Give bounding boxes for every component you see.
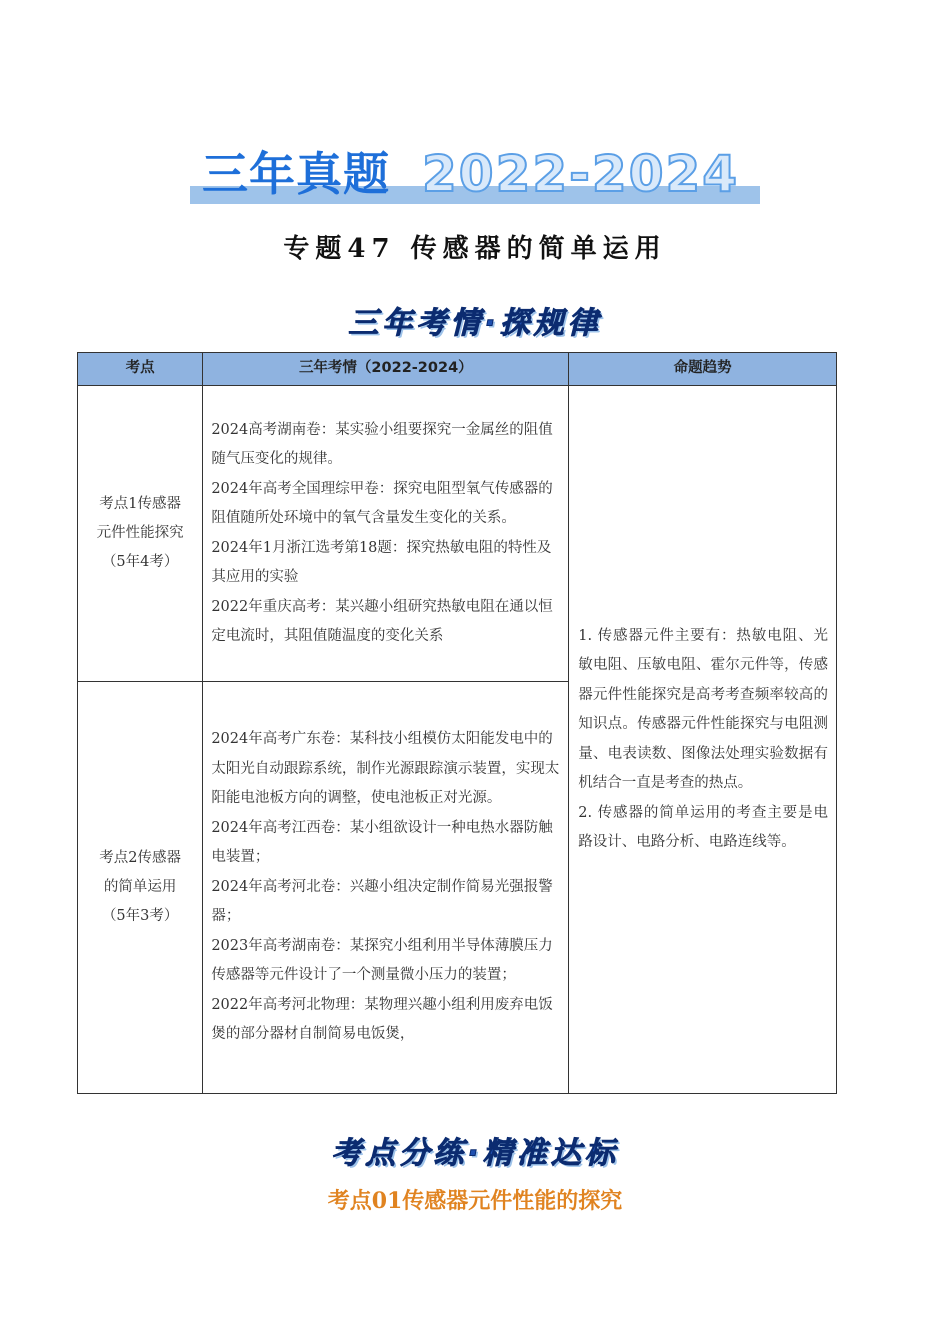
exam-item: 2024年高考广东卷：某科技小组模仿太阳能发电中的太阳光自动跟踪系统，制作光源跟踪演示装置，实现太阳能电池板方向的调整，使电池板正对光源。 [211,731,560,807]
topic-line: （5年3考） [101,908,179,924]
topic-line: 元件性能探究 [96,525,184,541]
section-subtitle: 考点01传感器元件性能的探究 [327,1188,623,1214]
topic-cell-1 [78,386,203,682]
trend-cell [569,386,837,1094]
topic-line: （5年4考） [101,554,179,570]
section-banner-trends: 三年考情·探规律 [348,306,602,341]
header-exams: 三年考情（2022-2024） [203,353,569,386]
table-header-row [78,353,837,386]
banner-text-years: 2022-2024 [422,145,740,203]
exam-items-cell-1 [203,386,569,682]
exam-items-cell-2 [203,682,569,1094]
trend-paragraph: 2. 传感器的简单运用的考查主要是电路设计、电路分析、电路连线等。 [578,804,828,850]
exam-item: 2024年高考河北卷：兴趣小组决定制作简易光强报警器； [211,878,553,925]
trend-paragraph: 1. 传感器元件主要有：热敏电阻、光敏电阻、压敏电阻、霍尔元件等，传感器元件性能探究是高考考查频率较高的知识点。传感器元件性能探究与电阻测量、电表读数、图像法处理实验数据有机结合一直是考查的热点。 [578,627,828,791]
topic-line: 考点2传感器 [99,850,182,866]
topic-line: 的简单运用 [103,879,177,895]
page-title: 专题47 传感器的简单运用 [283,234,667,264]
header-topic: 考点 [78,353,203,386]
exam-item: 2024年1月浙江选考第18题：探究热敏电阻的特性及其应用的实验 [211,539,552,585]
header-banner [190,146,760,208]
table-row [78,386,837,682]
header-trend: 命题趋势 [569,353,837,386]
exam-item: 2024年高考全国理综甲卷：探究电阻型氧气传感器的阻值随所处环境中的氧气含量发生变化的关系。 [211,480,553,526]
exam-item: 2022年重庆高考：某兴趣小组研究热敏电阻在通以恒定电流时，其阻值随温度的变化关系 [211,598,553,644]
banner-text-main: 三年真题 [202,147,390,201]
exam-item: 2024高考湖南卷：某实验小组要探究一金属丝的阻值随气压变化的规律。 [211,421,553,467]
exam-analysis-table [77,352,837,1094]
exam-item: 2022年高考河北物理：某物理兴趣小组利用废弃电饭煲的部分器材自制简易电饭煲， [211,996,553,1043]
section-banner-practice: 考点分练·精准达标 [331,1136,619,1171]
exam-item: 2023年高考湖南卷：某探究小组利用半导体薄膜压力传感器等元件设计了一个测量微小压力的装置； [211,937,553,984]
exam-item: 2024年高考江西卷：某小组欲设计一种电热水器防触电装置； [211,819,553,866]
topic-line: 考点1传感器 [99,496,182,512]
topic-cell-2 [78,682,203,1094]
